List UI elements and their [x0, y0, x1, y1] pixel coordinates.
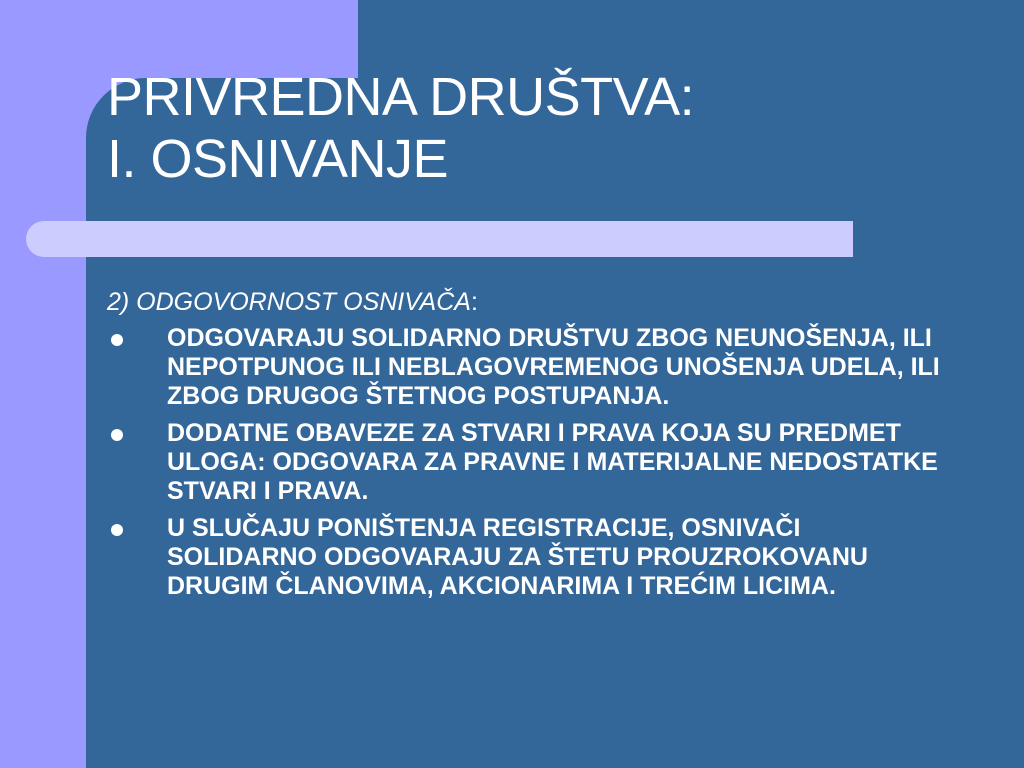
bullet-list: [107, 324, 967, 601]
bullet-item: [107, 514, 957, 601]
bullet-text: U SLUČAJU PONIŠTENJA REGISTRACIJE, OSNIVAČI SOLIDARNO ODGOVARAJU ZA ŠTETU PROUZROKOVANU DRUGIM ČLANOVIMA, AKCIONARIMA I TREĆIM LICIMA.: [167, 514, 868, 600]
bullet-dot-icon: [111, 334, 123, 346]
bullet-item: [107, 419, 957, 506]
slide-body: [107, 286, 967, 609]
slide-title: [107, 66, 694, 190]
slide-title-line-1: PRIVREDNA DRUŠTVA:: [107, 67, 695, 127]
section-subheading: [107, 286, 967, 318]
bullet-item: [107, 324, 957, 411]
bullet-dot-icon: [111, 524, 123, 536]
bullet-dot-icon: [111, 429, 123, 441]
subheading-colon: :: [470, 288, 478, 316]
slide-title-line-2: I. OSNIVANJE: [107, 129, 449, 189]
bullet-text: DODATNE OBAVEZE ZA STVARI I PRAVA KOJA SU PREDMET ULOGA: ODGOVARA ZA PRAVNE I MATERIJALNE NEDOSTATKE STVARI I PRAVA.: [167, 419, 938, 505]
subheading-text: 2) ODGOVORNOST OSNIVAČA: [107, 288, 471, 316]
bullet-text: ODGOVARAJU SOLIDARNO DRUŠTVU ZBOG NEUNOŠENJA, ILI NEPOTPUNOG ILI NEBLAGOVREMENOG UNOŠENJA UDELA, ILI ZBOG DRUGOG ŠTETNOG POSTUPANJA.: [167, 324, 940, 410]
title-divider-bar: [26, 221, 853, 257]
